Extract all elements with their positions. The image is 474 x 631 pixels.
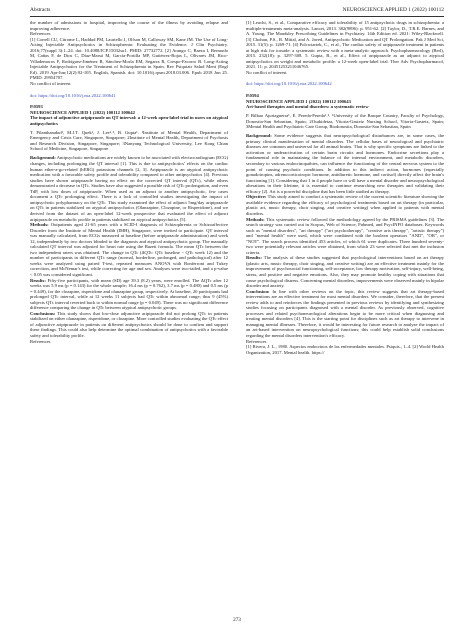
methods-label: Methods: <box>246 216 265 222</box>
methods-paragraph <box>30 222 228 277</box>
methods-text: Outpatients aged 21-65 years with a SCID-I diagnosis of Schizophrenia or Schizoaffective Disorder from the Institute of Mental Health (IMH), Singapore, were invited to participate. QT interval was manually calculated, from ECGs measured at baseline (before aripiprazole administration) and week 12, independently by two doctors blinded to the diagnosis and atypical antipsychotic group. The manually calculated QT interval was adjusted for heart rate using the Bazett formula. The mean QTc between the two independent raters was obtained. The change in QTc (ΔQTc: QTc baseline − QTc week 12) and the number of participants in different QTc range (normal, borderline, prolonged, and pathological) after 12 weeks were analyzed using paired T-test, repeated measures ANOVA with Bonferroni and Tukey correction, and McNemar's test, while correcting for age and sex. Analyses were two-tailed, and a p-value < 0.05 was considered significant. <box>30 222 228 277</box>
author-affiliations: T. Pilanthanakul¹, M.J.T. Quek¹, J. Lee¹˒², B. Gupta¹. ¹Institute of Mental Health, Department of Emergency and Crisis Care, Singapore, Singapore; 2Institute of Mental Health, Department of Psychosis and Research Division, Singapore, Singapore; 3Nanyang Technological University, Lee Kong Chian School of Medicine, Singapore, Singapore <box>30 129 228 152</box>
right-column <box>246 20 444 610</box>
conclusions-text: This study shows that low-dose adjunctive aripiprazole did not prolong QTc in patients stabilized on either olanzapine, risperidone, or clozapine. More controlled studies evaluating the QTc effect of adjunctive aripiprazole in patients on different antipsychotics should be done to confirm and support these findings. This could also help determine the optimal combination of antipsychotics with a favorable safety and tolerability profile. <box>30 310 228 338</box>
running-head <box>30 5 444 15</box>
background-label: Background: <box>30 155 56 161</box>
running-head-journal: NEUROSCIENCE APPLIED 1 (2022) 100112 <box>342 7 444 13</box>
conflict-statement: No conflict of interest <box>246 69 287 75</box>
references-heading: References <box>30 31 51 37</box>
abstract-title: The impact of adjunctive aripiprazole on QT interval: a 12-week open-label trial in users on atypical antipsychotics <box>30 115 228 126</box>
objective-paragraph <box>246 194 444 216</box>
background-label: Background: <box>246 133 272 139</box>
methods-paragraph <box>246 217 444 256</box>
results-paragraph <box>30 278 228 311</box>
background-paragraph <box>246 133 444 194</box>
left-column <box>30 20 228 610</box>
author-affiliations: P. Bilbao Ajuriaguerra¹, E. Pereda-Pereda¹˒². ¹University of the Basque Country, Faculty of Psychology, Donostia-San Sebastian, Spain; 2Osakidetza, Vitoria-Gasteiz Nursing School, Vitoria-Gasteiz, Spain; 3Mental Health and Psychiatric Care Group, Biodonostia, Donostia-San Sebastian, Spain <box>246 113 444 130</box>
results-label: Results: <box>246 255 262 261</box>
continued-text: the number of admissions to hospital, improving the course of the illness by avoiding relapse and improving adherence. <box>30 20 228 31</box>
doi-link[interactable]: doi: https://doi.org/10.1016/j.nsa.2022.100641 <box>30 92 116 98</box>
objective-text: This study aimed to conduct a systematic review of the current scientific literature showing the available evidence regarding the efficacy of psychological treatments based on art therapy (in particular, plastic art, music therapy, choir singing, and creative writing) when applied to patients with mental disorders. <box>246 194 444 216</box>
references-heading: References <box>246 338 267 344</box>
conclusions-label: Conclusions: <box>30 310 56 316</box>
results-label: Results: <box>30 277 46 283</box>
results-paragraph <box>246 255 444 288</box>
abstract-journal-line: NEUROSCIENCE APPLIED 1 (2022) 100112 100643 <box>246 98 351 104</box>
methods-label: Methods: <box>30 222 49 228</box>
abstract-id: P.0593 <box>30 104 43 110</box>
background-text: Antipsychotic medications are widely known to be associated with electrocardiogram (ECG) changes, including prolonging the QT interval [1]. This is due to antipsychotics' effects on the cardiac human ether-a-go-related (hERG) potassium channels [2, 3]. Aripiprazole is an atypical antipsychotic medication with a favorable safety profile and tolerability compared to other antipsychotics [4]. Previous studies have shown aripiprazole having no effect on the corrected QT interval (QTc), while others demonstrated a decrease in QTc. Studies have also suggested a possible risk of QTc prolongation, and even TdP, with low doses of aripiprazole. When used as an adjunct to another antipsychotic, few cases document a QTc prolonging effect. There is a lack of controlled studies investigating the impact of antipsychotic polypharmacy on the QTc. This study examined the effect of adjunct 5mg/day aripiprazole on QTc in patients stabilized on atypical antipsychotics (Olanzapine, Clozapine, or Risperidone), and we derived from the dataset of an open-label 12-week prospective that evaluated the effect of adjunct aripiprazole on metabolic profile in patients stabilized on atypical antipsychotics [5]. <box>30 155 228 222</box>
references-heading-2: References <box>30 338 51 344</box>
background-text: Some evidence suggests that neuropsychological disturbances are, in some cases, the primary clinical manifestation of mental disorders. The cellular bases of neurological and psychiatric diseases are common and universal for all animal brains. That is why specific symptoms are linked to the activation or underactivation of certain brain circuits and hormones. Endocrine secretions play a fundamental role in maintaining the balance of the internal environment, and metabolic disorders, secondary to various endocrinopathies, can influence the functioning of the central nervous system to the point of causing psychotic conditions. In addition to this indirect action, hormones (especially gonadotropins, adrenocorticotropic hormone, antidiuretic hormone, and cortisol) directly affect the brain's functioning [1]. Considering that 1 in 4 people have or will have a mental disorder and neuropsychological alterations in their lifetime, it is essential to continue researching new therapies and validating their efficacy [2]. Art is a powerful discipline that has been little studied as therapy. <box>246 133 444 194</box>
conclusions-paragraph <box>30 311 228 339</box>
conflict-statement: No conflict of interest <box>30 81 71 87</box>
references-list-continued: [1] Leucht, S., et al., Comparative efficacy and tolerability of 15 antipsychotic drugs in schizophrenia: a multiple-treatments meta-analysis. Lancet, 2013. 382(9896): p. 951-62. [2] Taylor, D., T.R.E. Barnes, and A. Young, The Maudsley Prescribing Guidelines in Psychiatry. 14th Edition ed. 2021: Wiley-Blackwell. [3] Chohan, P.S., R. Mittal, and A. Javed, Antipsychotic Medication and QT Prolongation. Pak J Med Sci, 2015. 31(5): p. 1269-71. [4] Polcwiartek, C., et al., The cardiac safety of aripiprazole treatment in patients at high risk for torsade: a systematic review with a meta-analytic approach. Psychopharmacology (Berl), 2015. 232(18): p. 3297-308. 5. Gupta, B., et al., Effect of aripiprazole as an adjunct to atypical antipsychotics on weight and metabolic profile: a 12-week open-label trial. Ther Adv Psychopharmacol, 2021. 11: p. 20451253211046765. <box>246 20 444 70</box>
running-head-section: Abstracts <box>30 7 51 13</box>
results-text: Fifty-five participants, with mean (SD) age 39.3 (8.2) years, were enrolled. The ΔQTc after 12 weeks was 5.9 ms (p = 0.143) for the whole sample; 16.4 ms (p = 0.762), 3.7 ms (p = 0.480) and 0.5 ms (p = 0.449), for the clozapine, risperidone and olanzapine group, respectively. At baseline, 20 participants had prolonged QTc interval, while at 12 weeks 11 subjects had QTc within abnormal range; thus 9 (45%) subjects QTc interval reverted back to within normal range (p = 0.049). There was no significant difference difference comparing the change in QTc between atypical antipsychotic groups. <box>30 277 228 311</box>
references-list: [1] Rivera, J. L., 1980. Aspectos endocrinos de las enfermedades mentales. Psiquis., 1–4. [2] World Health Organization, 2017. Mental health. https:// <box>246 344 444 355</box>
doi-link[interactable]: doi: https://doi.org/10.1016/j.nsa.2022.100642 <box>246 81 332 87</box>
conclusion-text: In line with other reviews on the topic, this review suggests that art therapy-based interventions are an effective treatment for most mental disorders. We consider, therefore, that the present review adds to and reinforces the findings presented in previous reviews by identifying and synthesizing studies focusing on participants diagnosed with a mental disorder. As previously observed, cognitive processes and related psychoneurological alterations begin to be more critical when diagnosing and treating mental disorders [4]. This is the starting point for disciplines such as art therapy to intervene in managing mental illnesses. Therefore, it would be interesting for future research to analyze the impact of an art-based intervention on neuropsychological functions; this could help establish solid conclusions regarding the mental disorders intervention's efficacy. <box>246 288 444 338</box>
abstract-id: P.0594 <box>246 93 259 99</box>
abstract-title: Art-based therapies and mental disorders: a systematic review <box>246 104 369 110</box>
results-text: The analysis of these studies suggested that psychological interventions based on art therapy (plastic arts, music therapy, choir singing, and creative writing) are an effective treatment mainly for the improvement of psychosocial functioning, self-acceptance, low therapy motivation, self-injury, well-being, stress, and positive and negative emotions. Also, they may promote healthy coping with situations that cause psychological distress. Concerning mental disorders, improvements were observed mainly in bipolar disorder and anxiety. <box>246 255 444 289</box>
conclusion-paragraph <box>246 289 444 339</box>
abstract-journal-line: NEUROSCIENCE APPLIED 1 (2022) 100112 100642 <box>30 109 135 115</box>
conclusion-label: Conclusion: <box>246 288 270 294</box>
header-rule <box>30 16 444 17</box>
page-number: 273 <box>233 617 241 623</box>
references-list: [1] Correll CU, Citrome L, Haddad PM, Lauriello J, Olfson M, Calloway SM, Kane JM. The Use of Long-Acting Injectable Antipsychotics in Schizophrenia: Evaluating the Evidence. J Clin Psychiatry. 2016;77(suppl 3):1–24. doi: 10.4088/JCP.15032su1. PMID: 27732772. [2] Arango C, Baeza I, Bernardo M, Cañas F, de Dios C, Díaz-Marsá M, García-Portilla MP, Gutiérrez-Rojas L, Olivares JM, Rico-Villademoros F, Rodríguez-Jiménez R, Sánchez-Morla EM, Segarra R, Crespo-Facorro B. Long-Acting Injectable Antipsychotics for the Treatment of Schizophrenia in Spain. Rev Psiquiatr Salud Ment (Engl Ed). 2019 Apr-Jun;12(2):92-105. English, Spanish. doi: 10.1016/j.rpsm.2018.03.006. Epub 2018 Jun 25. PMID: 29954707. <box>30 36 228 81</box>
background-paragraph <box>30 155 228 222</box>
objective-label: Objective: <box>246 194 267 200</box>
methods-text: This systematic review followed the methodology agreed by the PRISMA guidelines [3]. The search strategy was carried out in Scopus, Web of Science, Pubmed, and PsycINFO databases. Keywords such as "mental disorders", "art therapy" ("art psychotherapy", "creative arts therapy", "artistic therapy") and "mental health" were used, which were combined with the boolean operators "AND", "OR", or "NOT". The search process identified 453 articles, of which 61 were duplicates. Three hundred seventy-two were potentially relevant articles were obtained, from which 23 were selected that met the inclusion criteria. <box>246 216 444 255</box>
